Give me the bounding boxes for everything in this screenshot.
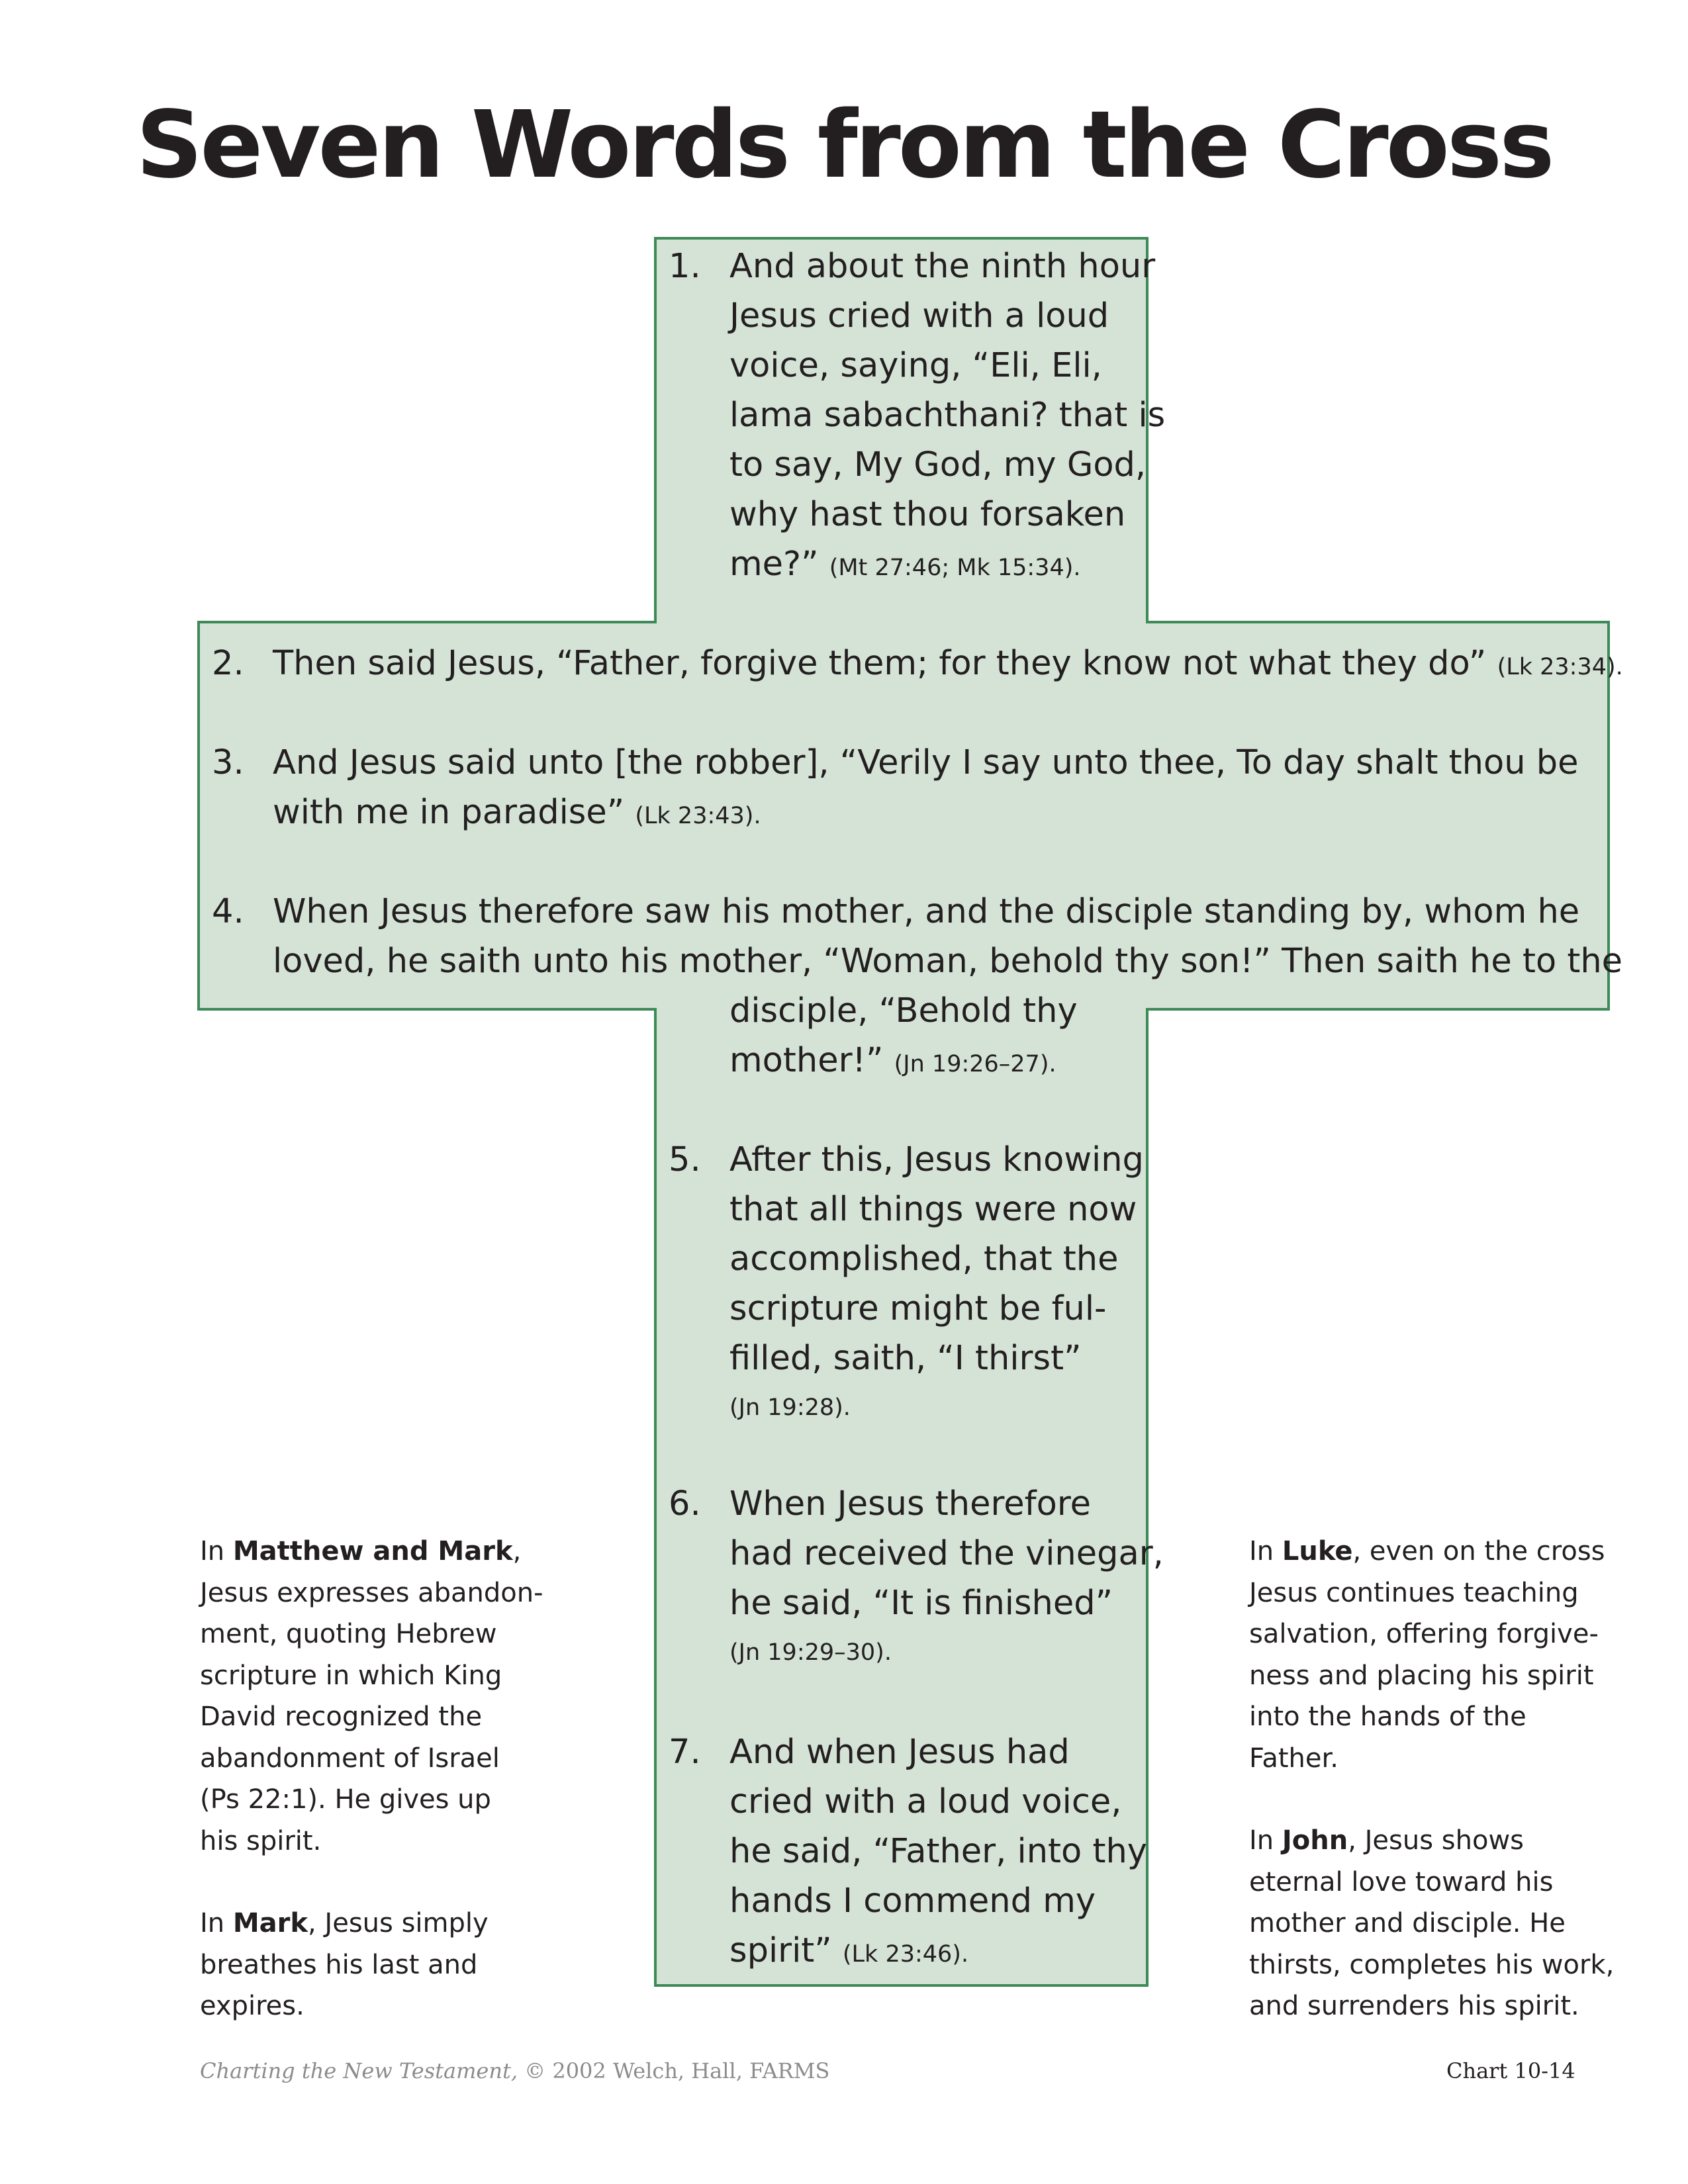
note-text: thirsts, completes his work, [1249,1949,1615,1980]
verse-number: 2. [212,644,244,683]
note-text: Jesus expresses abandon- [200,1577,543,1608]
verse-line: to say, My God, my God, [729,445,1147,484]
verse-line: spirit” [729,1931,832,1970]
scripture-reference: (Lk 23:34). [1497,654,1623,680]
note-text: mother and disciple. He [1249,1908,1566,1938]
verse-line: why hast thou forsaken [729,495,1126,534]
verse-line: And about the ninth hour [729,247,1156,286]
verse-2 [212,639,1623,692]
verse-5 [669,1135,1144,1433]
note-text: into the hands of the [1249,1702,1526,1732]
verse-line: hands I commend my [729,1882,1096,1921]
verse-line: mother!” [729,1041,884,1080]
note-text: eternal love toward his [1249,1866,1554,1897]
note-text: In [200,1908,233,1938]
verse-number: 6. [669,1484,701,1524]
note-john [1249,1820,1646,2027]
verse-number: 4. [212,892,244,931]
verse-number: 3. [212,743,244,782]
note-bold: Matthew and Mark [232,1536,513,1567]
note-text: In [200,1536,233,1567]
note-text: salvation, offering forgive- [1249,1619,1599,1649]
scripture-reference: (Lk 23:43). [635,803,761,829]
verse-line: he said, “It is finished” [729,1584,1113,1623]
verse-line: had received the vinegar, [729,1534,1164,1573]
note-text: breathes his last and [200,1949,478,1980]
verse-6 [669,1479,1164,1678]
footer-book-title: Charting the New Testament, [200,2058,518,2083]
note-matthew-mark [200,1531,571,1862]
note-text: In [1249,1825,1282,1856]
verse-number: 1. [669,247,701,286]
verse-7 [669,1727,1147,1979]
verse-4 [212,887,1623,1089]
verse-line: loved, he saith unto his mother, “Woman, behold thy son!” Then saith he to the [273,942,1623,981]
note-text: scripture in which King [200,1660,502,1691]
verse-line: And when Jesus had [729,1733,1070,1772]
verse-line: filled, saith, “I thirst” [729,1339,1082,1378]
left-notes [200,1531,571,2068]
note-text: David recognized the [200,1702,483,1732]
right-notes [1249,1531,1646,2068]
verse-line: cried with a loud voice, [729,1782,1122,1821]
scripture-reference: (Jn 19:28). [729,1394,851,1421]
verse-line: me?” [729,545,819,584]
verse-line: scripture might be ful- [729,1289,1107,1328]
note-text: abandonment of Israel [200,1743,500,1774]
verse-number: 7. [669,1733,701,1772]
note-text: , Jesus shows [1348,1825,1524,1856]
note-text: , [512,1536,522,1567]
verse-line: that all things were now [729,1190,1137,1229]
note-text: and surrenders his spirit. [1249,1991,1579,2021]
note-text: Jesus continues teaching [1249,1577,1579,1608]
verse-number: 5. [669,1140,701,1179]
footer-citation [200,2058,829,2083]
verse-line: After this, Jesus knowing [729,1140,1144,1179]
verse-line: he said, “Father, into thy [729,1832,1147,1871]
note-text: , even on the cross [1352,1536,1605,1567]
verse-line: Jesus cried with a loud [729,296,1109,336]
verse-line: Then said Jesus, “Father, forgive them; for they know not what they do” [273,644,1487,683]
verse-line: lama sabachthani? that is [729,396,1166,435]
note-bold: Mark [232,1908,308,1938]
verse-line: And Jesus said unto [the robber], “Verily I say unto thee, To day shalt thou be [273,743,1579,782]
scripture-reference: (Jn 19:26–27). [894,1051,1056,1077]
note-text: his spirit. [200,1825,322,1856]
note-text: Father. [1249,1743,1338,1774]
verse-3 [212,738,1602,841]
note-text: ment, quoting Hebrew [200,1619,497,1649]
note-luke [1249,1531,1646,1779]
footer-chart-number: Chart 10-14 [1446,2058,1575,2083]
footer-copyright: © 2002 Welch, Hall, FARMS [517,2058,830,2083]
scripture-reference: (Lk 23:46). [842,1941,969,1968]
scripture-reference: (Mt 27:46; Mk 15:34). [829,555,1081,581]
note-text: (Ps 22:1). He gives up [200,1784,491,1815]
note-text: , Jesus simply [308,1908,489,1938]
verse-line: disciple, “Behold thy [729,991,1078,1030]
note-text: ness and placing his spirit [1249,1660,1594,1691]
note-text: expires. [200,1991,305,2021]
note-mark [200,1903,571,2027]
scripture-reference: (Jn 19:29–30). [729,1639,892,1666]
verse-line: When Jesus therefore saw his mother, and the disciple standing by, whom he [273,892,1580,931]
note-text: In [1249,1536,1282,1567]
note-bold: John [1282,1825,1348,1856]
verse-line: accomplished, that the [729,1240,1119,1279]
verse-line: voice, saying, “Eli, Eli, [729,346,1102,385]
verse-line: with me in paradise” [273,793,625,832]
note-bold: Luke [1282,1536,1353,1567]
verse-line: When Jesus therefore [729,1484,1092,1524]
page-title: Seven Words from the Cross [136,91,1552,199]
verse-1 [669,242,1165,593]
